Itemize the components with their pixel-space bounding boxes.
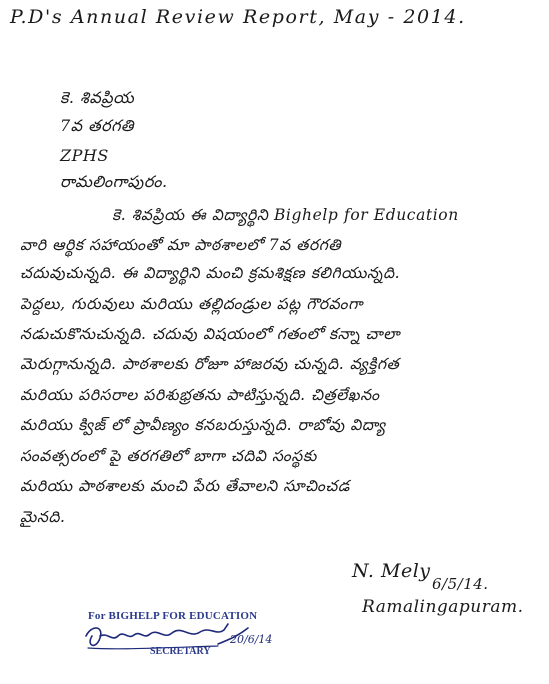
body-line: మైనది.	[20, 508, 66, 526]
address-class: 7వ తరగతి	[60, 116, 134, 135]
address-student-name: కె. శివప్రియ	[60, 88, 135, 107]
report-title: P.D's Annual Review Report, May - 2014.	[10, 6, 466, 28]
stamp-role: SECRETARY	[150, 646, 211, 657]
body-line: కె. శివప్రియ ఈ విద్యార్థిని Bighelp for Education	[112, 206, 459, 224]
signature-place: Ramalingapuram.	[362, 597, 524, 617]
body-line: పెద్దలు, గురువులు మరియు తల్లిదండ్రుల పట్ల గౌరవంగా	[20, 295, 364, 313]
body-line: నడుచుకొనుచున్నది. చదువు విషయంలో గతంలో కన్నా చాలా	[20, 325, 401, 343]
address-village: రామలింగాపురం.	[60, 172, 168, 191]
body-line: చదువుచున్నది. ఈ విద్యార్థిని మంచి క్రమశిక్షణ కలిగియున్నది.	[20, 264, 401, 282]
stamp-date: 20/6/14	[230, 633, 273, 646]
signature-date: 6/5/14.	[432, 575, 489, 593]
signature-name: N. Mely	[352, 560, 431, 582]
organization-stamp	[78, 606, 288, 664]
body-line: మెరుగ్గానున్నది. పాఠశాలకు రోజూ హాజరవు చున్నది. వ్యక్తిగత	[20, 355, 400, 373]
body-line: మరియు క్విజ్ లో ప్రావీణ్యం కనబరుస్తున్నది. రాబోవు విద్యా	[20, 416, 386, 434]
address-school: ZPHS	[60, 146, 109, 165]
body-line: మరియు పరిసరాల పరిశుభ్రతను పాటిస్తున్నది. చిత్రలేఖనం	[20, 386, 380, 404]
body-line: సంవత్సరంలో పై తరగతిలో బాగా చదివి సంస్థకు	[20, 447, 317, 465]
body-line: వారి ఆర్థిక సహాయంతో మా పాఠశాలలో 7వ తరగతి	[20, 236, 342, 254]
body-line: మరియు పాఠశాలకు మంచి పేరు తేవాలని సూచించడ	[20, 477, 350, 495]
stamp-organization: For BIGHELP FOR EDUCATION	[88, 610, 258, 622]
